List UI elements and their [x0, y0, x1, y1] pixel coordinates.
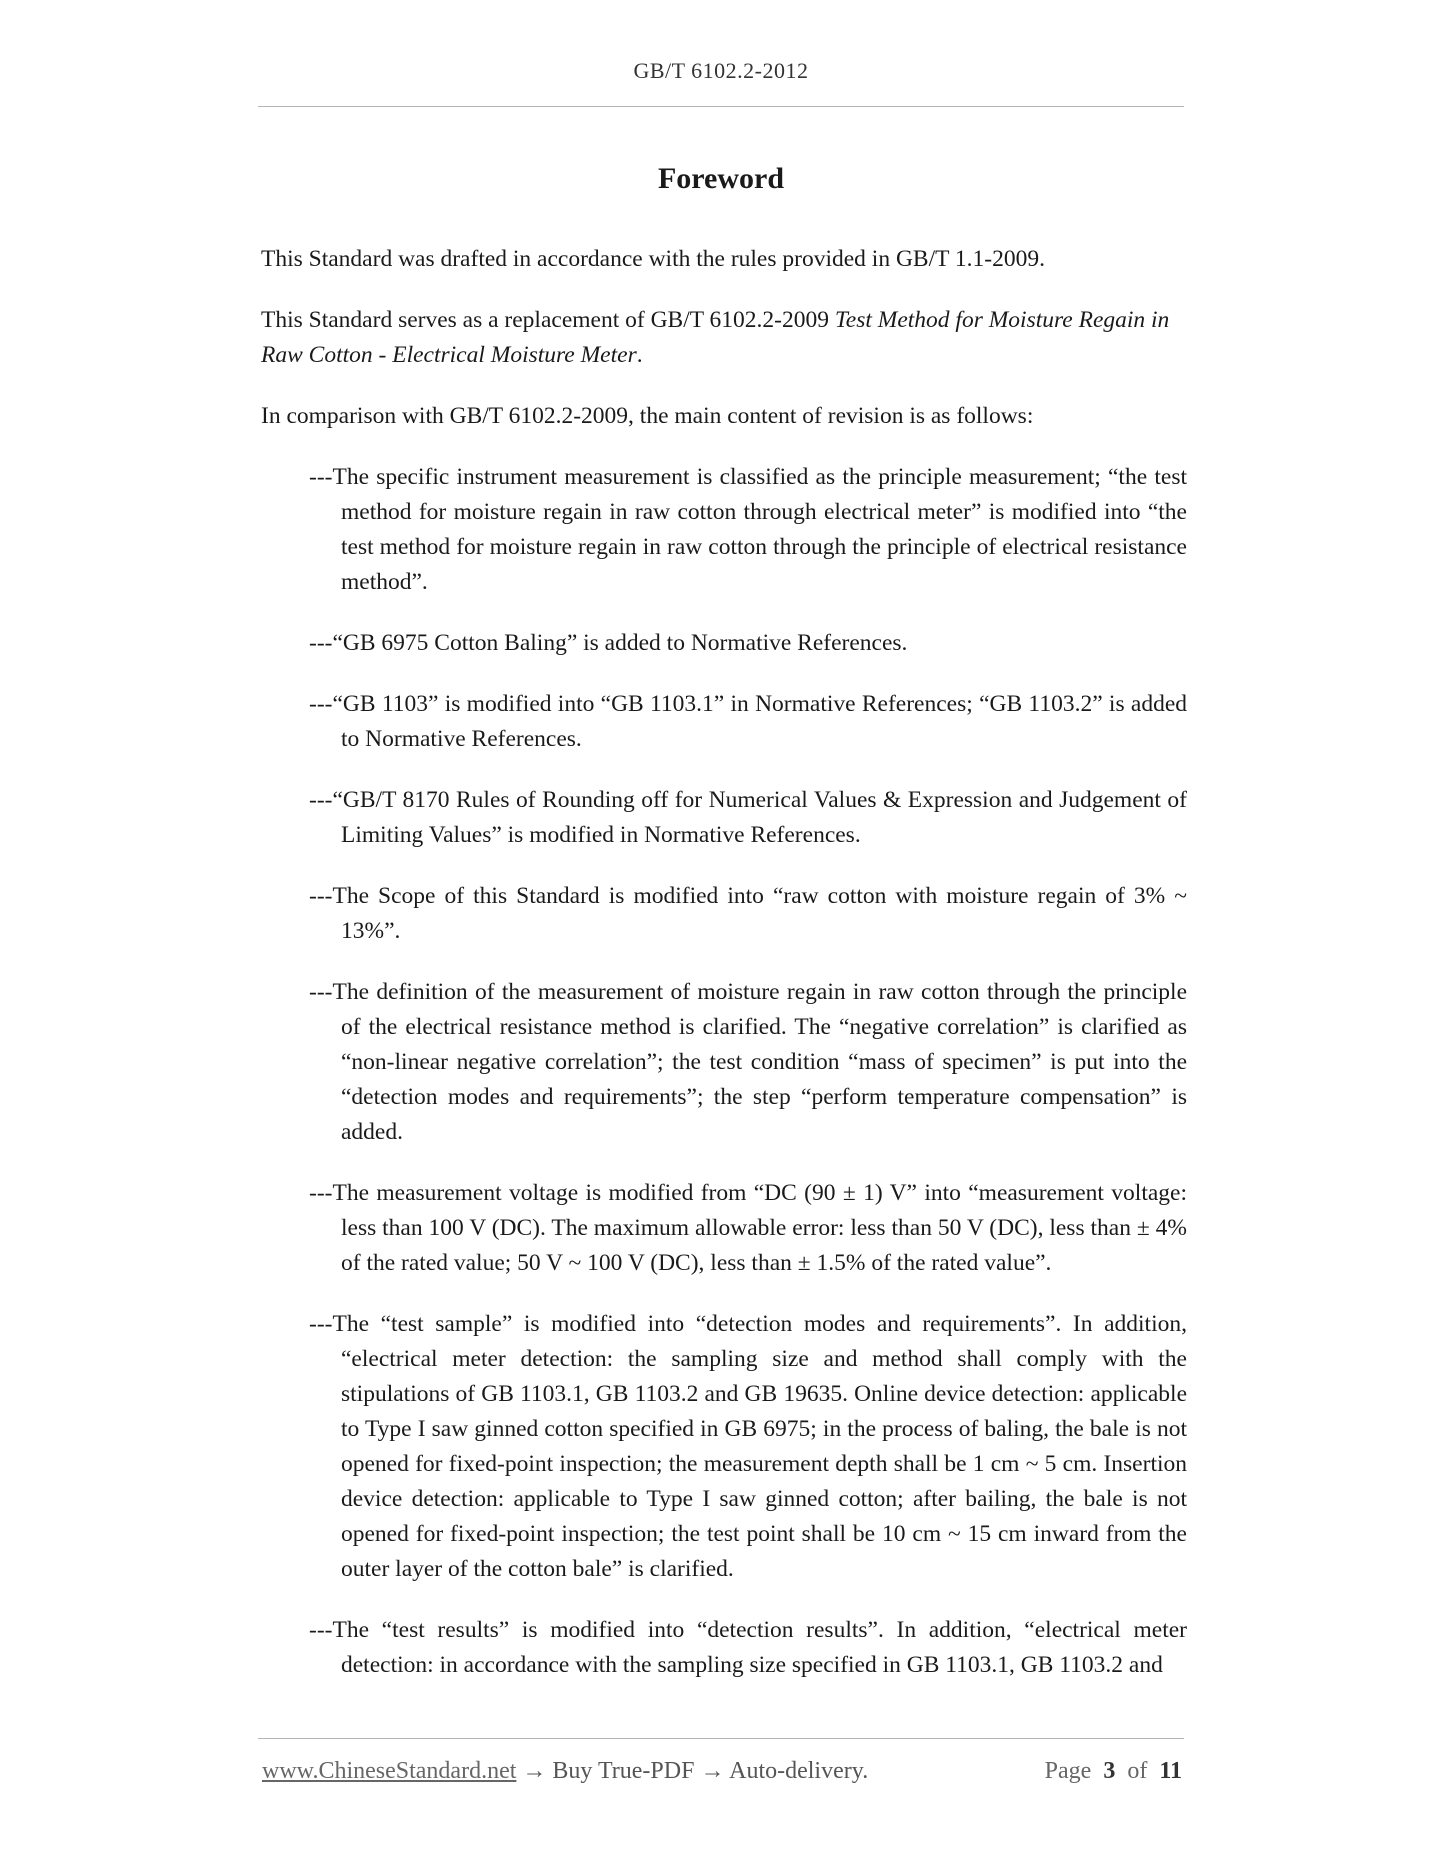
revision-item: ---The specific instrument measurement is classified as the principle measurement; “the test method for moisture regain in raw cotton through electrical meter” is modified into “the test method for moisture regain in raw cotton through the principle of electrical resistance method”.	[309, 464, 1187, 595]
paragraph-replacement-suffix: .	[636, 342, 643, 368]
current-page: 3	[1103, 1758, 1116, 1784]
replaced-standard-title: Test Method for Moisture Regain in Raw Cotton - Electrical Moisture Meter	[261, 307, 1170, 368]
footer-promo	[262, 1758, 868, 1785]
revision-list	[261, 460, 1187, 1683]
paragraph-replacement	[261, 303, 1187, 373]
revision-item: ---The definition of the measurement of moisture regain in raw cotton through the principle of the electrical resistance method is clarified. The “negative correlation” is clarified as “non-linear negative correlation”; the test condition “mass of specimen” is put into the “detection modes and requirements”; the step “perform temperature compensation” is added.	[309, 979, 1187, 1145]
page-title: Foreword	[657, 162, 785, 195]
revision-item: ---“GB 6975 Cotton Baling” is added to Normative References.	[309, 630, 908, 656]
running-header: GB/T 6102.2-2012	[633, 58, 809, 83]
page-label: Page	[1044, 1758, 1092, 1784]
footer-divider	[258, 1738, 1184, 1739]
revision-item: ---“GB 1103” is modified into “GB 1103.1” in Normative References; “GB 1103.2” is added to Normative References.	[309, 691, 1187, 752]
revision-item: ---The “test sample” is modified into “detection modes and requirements”. In addition, “electrical meter detection: the sampling size and method shall comply with the stipulations of GB 1103.1, GB 1103.2 and GB 19635. Online device detection: applicable to Type I saw ginned cotton specified in GB 6975; in the process of baling, the bale is not opened for fixed-point inspection; the measurement depth shall be 1 cm ~ 5 cm. Insertion device detection: applicable to Type I saw ginned cotton; after bailing, the bale is not opened for fixed-point inspection; the test point shall be 10 cm ~ 15 cm inward from the outer layer of the cotton bale” is clarified.	[309, 1311, 1187, 1582]
revision-item: ---The Scope of this Standard is modified into “raw cotton with moisture regain of 3% ~ 13%”.	[309, 883, 1187, 944]
revision-item: ---The “test results” is modified into “detection results”. In addition, “electrical meter detection: in accordance with the sampling size specified in GB 1103.1, GB 1103.2 and	[309, 1617, 1187, 1678]
website-link[interactable]: www.ChineseStandard.net	[262, 1758, 517, 1784]
header-divider	[258, 106, 1184, 107]
revision-item: ---“GB/T 8170 Rules of Rounding off for Numerical Values & Expression and Judgement of Limiting Values” is modified in Normative References.	[309, 787, 1187, 848]
revision-item: ---The measurement voltage is modified from “DC (90 ± 1) V” into “measurement voltage: less than 100 V (DC). The maximum allowable error: less than 50 V (DC), less than ± 4% of the rated value; 50 V ~ 100 V (DC), less than ± 1.5% of the rated value”.	[309, 1180, 1187, 1276]
paragraph-replacement-prefix: This Standard serves as a replacement of GB/T 6102.2-2009	[261, 307, 835, 333]
total-pages: 11	[1159, 1758, 1182, 1784]
of-label: of	[1127, 1758, 1148, 1784]
page-number	[1045, 1758, 1182, 1785]
document-body	[261, 242, 1187, 1683]
paragraph-drafting-rules: This Standard was drafted in accordance with the rules provided in GB/T 1.1-2009.	[261, 246, 1046, 272]
footer-promo-text: → Buy True-PDF → Auto-delivery.	[516, 1758, 869, 1784]
paragraph-revision-intro: In comparison with GB/T 6102.2-2009, the main content of revision is as follows:	[261, 403, 1034, 429]
